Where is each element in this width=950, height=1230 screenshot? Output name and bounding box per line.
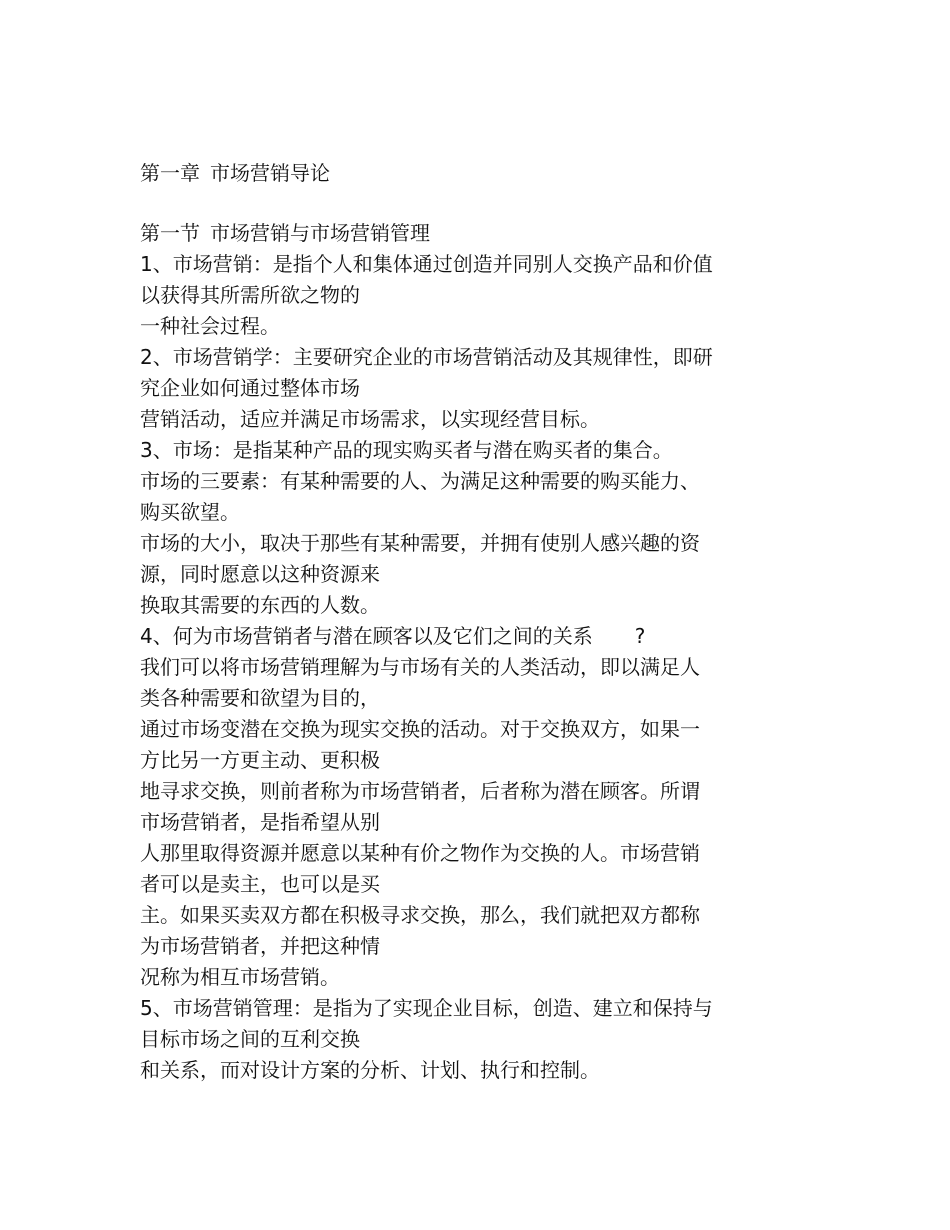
text-line: 者可以是卖主，也可以是买 — [140, 872, 380, 896]
text-line: 人那里取得资源并愿意以某种有价之物作为交换的人。市场营销 — [140, 841, 700, 865]
text-line: 2、市场营销学：主要研究企业的市场营销活动及其规律性，即研 — [140, 345, 713, 369]
section-title — [140, 218, 760, 249]
text-line: 市场的大小，取决于那些有某种需要，并拥有使别人感兴趣的资 — [140, 531, 700, 555]
question-4-text: 4、何为市场营销者与潜在顾客以及它们之间的关系 — [140, 624, 593, 648]
question-mark: ? — [634, 624, 646, 648]
chapter-prefix: 第一章 — [140, 161, 200, 185]
text-line: 换取其需要的东西的人数。 — [140, 593, 380, 617]
text-line: 购买欲望。 — [140, 500, 240, 524]
text-line: 通过市场变潜在交换为现实交换的活动。对于交换双方，如果一 — [140, 717, 700, 741]
text-line: 我们可以将市场营销理解为与市场有关的人类活动，即以满足人 — [140, 655, 700, 679]
text-line: 方比另一方更主动、更积极 — [140, 748, 380, 772]
text-line: 源，同时愿意以这种资源来 — [140, 562, 380, 586]
chapter-name: 市场营销导论 — [210, 161, 330, 185]
text-line: 况称为相互市场营销。 — [140, 965, 340, 989]
text-line: 地寻求交换，则前者称为市场营销者，后者称为潜在顾客。所谓 — [140, 779, 700, 803]
text-line: 1、市场营销：是指个人和集体通过创造并同别人交换产品和价值 — [140, 252, 713, 276]
text-line: 营销活动，适应并满足市场需求，以实现经营目标。 — [140, 407, 600, 431]
text-line: 为市场营销者，并把这种情 — [140, 934, 380, 958]
text-line: 和关系，而对设计方案的分析、计划、执行和控制。 — [140, 1058, 600, 1082]
question-4-line — [140, 621, 760, 652]
chapter-title — [140, 158, 760, 189]
text-line: 3、市场：是指某种产品的现实购买者与潜在购买者的集合。 — [140, 438, 673, 462]
text-line: 以获得其所需所欲之物的 — [140, 283, 360, 307]
text-line: 5、市场营销管理：是指为了实现企业目标，创造、建立和保持与 — [140, 996, 713, 1020]
document-body — [140, 158, 760, 1086]
text-line: 主。如果买卖双方都在积极寻求交换，那么，我们就把双方都称 — [140, 903, 700, 927]
text-line: 目标市场之间的互利交换 — [140, 1027, 360, 1051]
section-name: 市场营销与市场营销管理 — [210, 221, 430, 245]
text-line: 类各种需要和欲望为目的， — [140, 686, 380, 710]
text-line: 一种社会过程。 — [140, 314, 280, 338]
section-prefix: 第一节 — [140, 221, 200, 245]
text-line: 市场营销者，是指希望从别 — [140, 810, 380, 834]
text-line: 究企业如何通过整体市场 — [140, 376, 360, 400]
text-line: 市场的三要素：有某种需要的人、为满足这种需要的购买能力、 — [140, 469, 700, 493]
